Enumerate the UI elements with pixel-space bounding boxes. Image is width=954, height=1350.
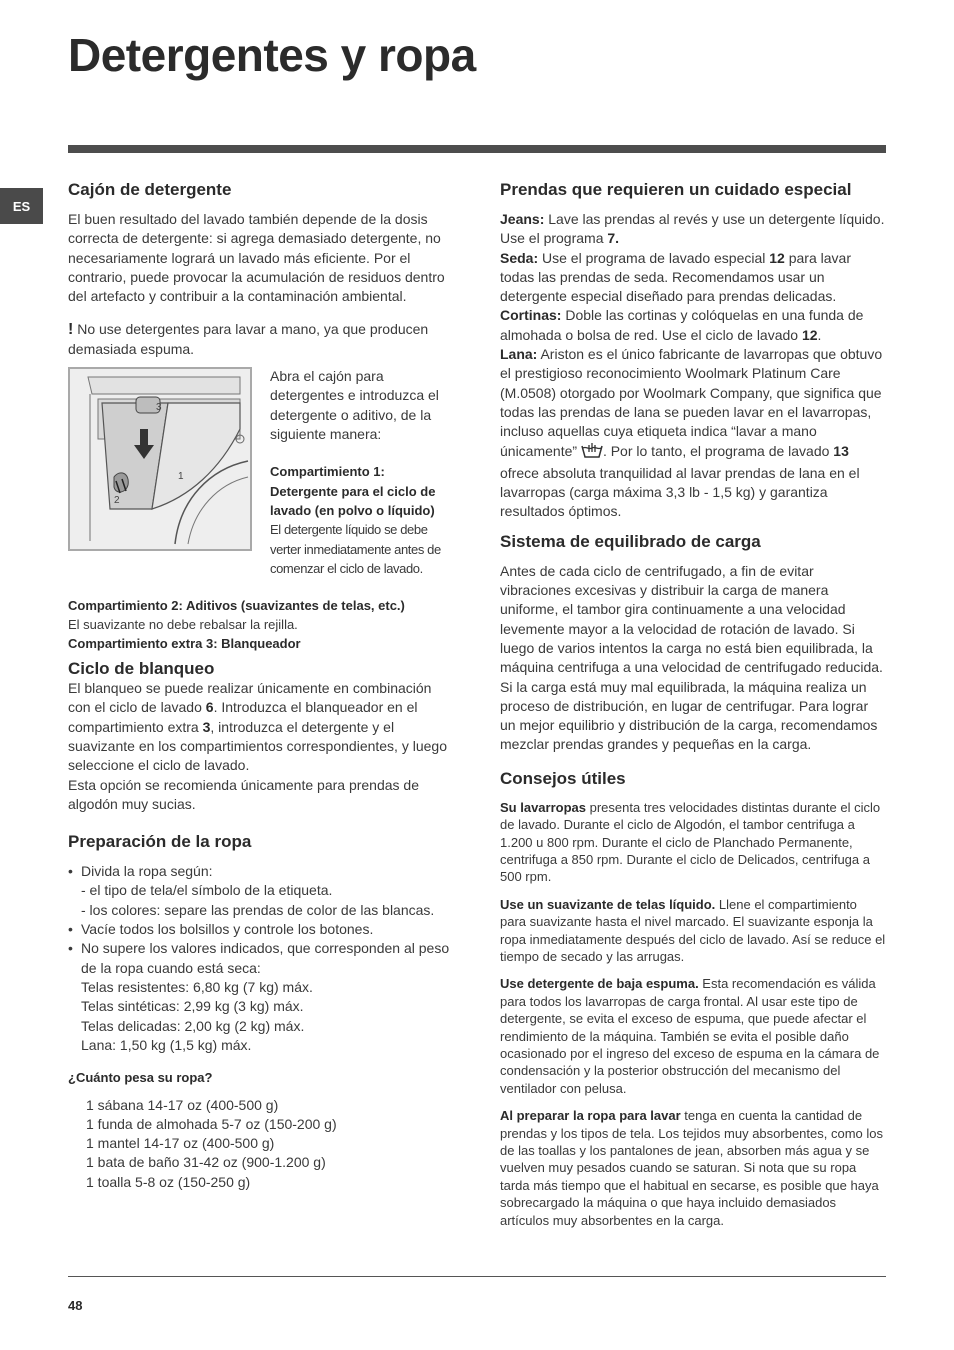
language-tab: ES bbox=[0, 188, 43, 224]
prep-bullet-limits: • No supere los valores indicados, que corresponden al peso de la ropa cuando está seca: bbox=[68, 939, 456, 978]
limit-item: Telas delicadas: 2,00 kg (2 kg) máx. bbox=[81, 1017, 305, 1034]
warning-icon: ! bbox=[68, 321, 74, 339]
limit-item: Lana: 1,50 kg (1,5 kg) máx. bbox=[81, 1036, 252, 1053]
compartment-2-label: Compartimiento 2: Aditivos (suavizantes de telas, etc.) bbox=[68, 598, 405, 614]
hand-wash-icon bbox=[581, 442, 603, 464]
weight-item: 1 funda de almohada 5-7 oz (150-200 g) bbox=[86, 1115, 337, 1132]
weight-item: 1 sábana 14-17 oz (400-500 g) bbox=[86, 1096, 279, 1113]
page-title: Detergentes y ropa bbox=[68, 29, 476, 81]
special-silk: Seda: Use el programa de lavado especial 12 para lavar todas las prendas de seda. Recomendamos usar un detergente especial diseñado para prendas delicadas. bbox=[500, 249, 851, 305]
tip-speeds: Su lavarropas presenta tres velocidades distintas durante el ciclo de lavado. Durante el ciclo de Algodón, el tambor centrifuga a 1.200 u 800 rpm. Durante el ciclo de Planchado Permanente, centrifuga a 850 rpm. Durante el ciclo de Delicados, centrifuga a 500 rpm. bbox=[500, 799, 881, 885]
weigh-heading: ¿Cuánto pesa su ropa? bbox=[68, 1070, 213, 1086]
drawer-heading: Cajón de detergente bbox=[68, 180, 232, 199]
balance-text: Antes de cada ciclo de centrifugado, a fin de evitar vibraciones excesivas y distribuir la carga de manera uniforme, el tambor gira continuamente a una velocidad levemente mayor a la velocidad de rotación de lavado. Si luego de varios intentos la carga no está bien equilibrada, la máquina centrifuga a una velocidad de centrifugado reducida. Si la carga está muy mal equilibrada, la máquina realiza un proceso de distribución, en lugar de centrifugar. Para lograr un mejor equilibrio y distribución de la carga, recomendamos mezclar prendas grandes y pequeñas en la carga. bbox=[500, 562, 883, 753]
weight-item: 1 bata de baño 31-42 oz (900-1.200 g) bbox=[86, 1154, 326, 1171]
tips-heading: Consejos útiles bbox=[500, 768, 626, 788]
limit-item: Telas sintéticas: 2,99 kg (3 kg) máx. bbox=[81, 998, 304, 1015]
bleach-text: El blanqueo se puede realizar únicamente en combinación con el ciclo de lavado 6. Introduzca el blanqueador en el compartimiento extra 3, introduzca el detergente y el suavizante en los compartimientos correspondientes, y luego seleccione el ciclo de lavado. bbox=[68, 680, 447, 774]
special-wool: Lana: Ariston es el único fabricante de lavarropas que obtuvo el prestigioso reconocimiento Woolmark Platinum Care (M.0508) otorgado por Woolmark Company, que significa que todas las prendas de lana se pueden lavar en el lavarropas, incluso aquellas cuya etiqueta indica “lavar a mano únicamente” . Por lo tanto, el programa de lavado 13 ofrece absoluta tranquilidad al lavar prendas de lana en el lavarropas (carga máxima 3,3 lb - 1,5 kg) y garantiza resultados óptimos. bbox=[500, 346, 883, 520]
drawer-warning: ! No use detergentes para lavar a mano, ya que producen demasiada espuma. bbox=[68, 321, 429, 357]
special-jeans: Jeans: Lave las prendas al revés y use un detergente líquido. Use el programa 7. bbox=[500, 211, 885, 247]
drawer-instructions bbox=[270, 367, 456, 578]
tip-softener: Use un suavizante de telas líquido. Llene el compartimiento para suavizante hasta el nivel marcado. El suavizante esponja la ropa inmediatamente después del ciclo de lavado. Así se reduce el tiempo de secado y las arrugas. bbox=[500, 896, 886, 964]
compartment-2-note: El suavizante no debe rebalsar la rejilla. bbox=[68, 617, 298, 633]
prep-sub-fabric: - el tipo de tela/el símbolo de la etiqueta. bbox=[81, 882, 333, 899]
page-number: 48 bbox=[68, 1298, 83, 1313]
special-curtains: Cortinas: Doble las cortinas y colóquelas en una funda de almohada o bolsa de red. Use el ciclo de lavado 12. bbox=[500, 307, 864, 343]
compartment-3-label: Compartimiento extra 3: Blanqueador bbox=[68, 636, 301, 652]
bleach-recommendation: Esta opción se recomienda únicamente para prendas de algodón muy sucias. bbox=[68, 776, 419, 812]
special-care-heading: Prendas que requieren un cuidado especial bbox=[500, 180, 852, 199]
compartment-1-note: El detergente líquido se debe verter inmediatamente antes de comenzar el ciclo de lavado. bbox=[270, 522, 441, 576]
right-column bbox=[500, 180, 886, 1229]
figure-label: 3 bbox=[156, 402, 162, 414]
prep-sub-colors: - los colores: separe las prendas de color de las blancas. bbox=[81, 901, 435, 918]
footer-divider bbox=[68, 1276, 886, 1277]
title-divider bbox=[68, 145, 886, 153]
figure-label: 2 bbox=[114, 495, 120, 507]
prep-bullet-sort: • Divida la ropa según: bbox=[68, 862, 456, 881]
weight-item: 1 toalla 5-8 oz (150-250 g) bbox=[86, 1173, 251, 1190]
prep-bullet-pockets: • Vacíe todos los bolsillos y controle los botones. bbox=[68, 920, 456, 939]
drawer-intro: El buen resultado del lavado también depende de la dosis correcta de detergente: si agrega demasiado detergente, no necesariamente logrará un lavado más eficiente. Por el contrario, puede provocar la acumulación de residuos dentro del artefacto y contribuir a la contaminación ambiental. bbox=[68, 211, 445, 305]
left-column bbox=[68, 180, 456, 1192]
bleach-heading: Ciclo de blanqueo bbox=[68, 659, 215, 679]
balance-heading: Sistema de equilibrado de carga bbox=[500, 531, 761, 551]
compartment-1-label: Compartimiento 1: Detergente para el ciclo de lavado (en polvo o líquido) bbox=[270, 464, 436, 519]
limit-item: Telas resistentes: 6,80 kg (7 kg) máx. bbox=[81, 978, 313, 995]
tip-low-foam: Use detergente de baja espuma. Esta recomendación es válida para todos los lavarropas de carga frontal. Al usar este tipo de detergente, se evita el exceso de espuma, que puede afectar el rendimiento de la máquina. También se evita el posible daño ocasionado por el ingreso del exceso de espuma en la cámara de condensación y la posterior obstrucción del mecanismo del ventilador con pelusa. bbox=[500, 976, 880, 1096]
detergent-drawer-illustration bbox=[68, 367, 252, 551]
prep-heading: Preparación de la ropa bbox=[68, 832, 252, 852]
weight-item: 1 mantel 14-17 oz (400-500 g) bbox=[86, 1135, 275, 1152]
drawer-open-text: Abra el cajón para detergentes e introduzca el detergente o aditivo, de la siguiente manera: bbox=[270, 368, 439, 442]
tip-preparing: Al preparar la ropa para lavar tenga en cuenta la cantidad de prendas y los tipos de tela. Los tejidos muy absorbentes, como los de las toallas y los pantalones de jean, absorben más agua y se vuelven muy pesados cuando se saturan. Si nota que su ropa tarda más tiempo que el habitual en secarse, es posible que haya sobrecargado la máquina o que haya incluido demasiados artículos muy absorbentes en la carga. bbox=[500, 1108, 883, 1228]
drawer-figure-row bbox=[68, 367, 456, 578]
figure-label: 1 bbox=[178, 471, 184, 483]
